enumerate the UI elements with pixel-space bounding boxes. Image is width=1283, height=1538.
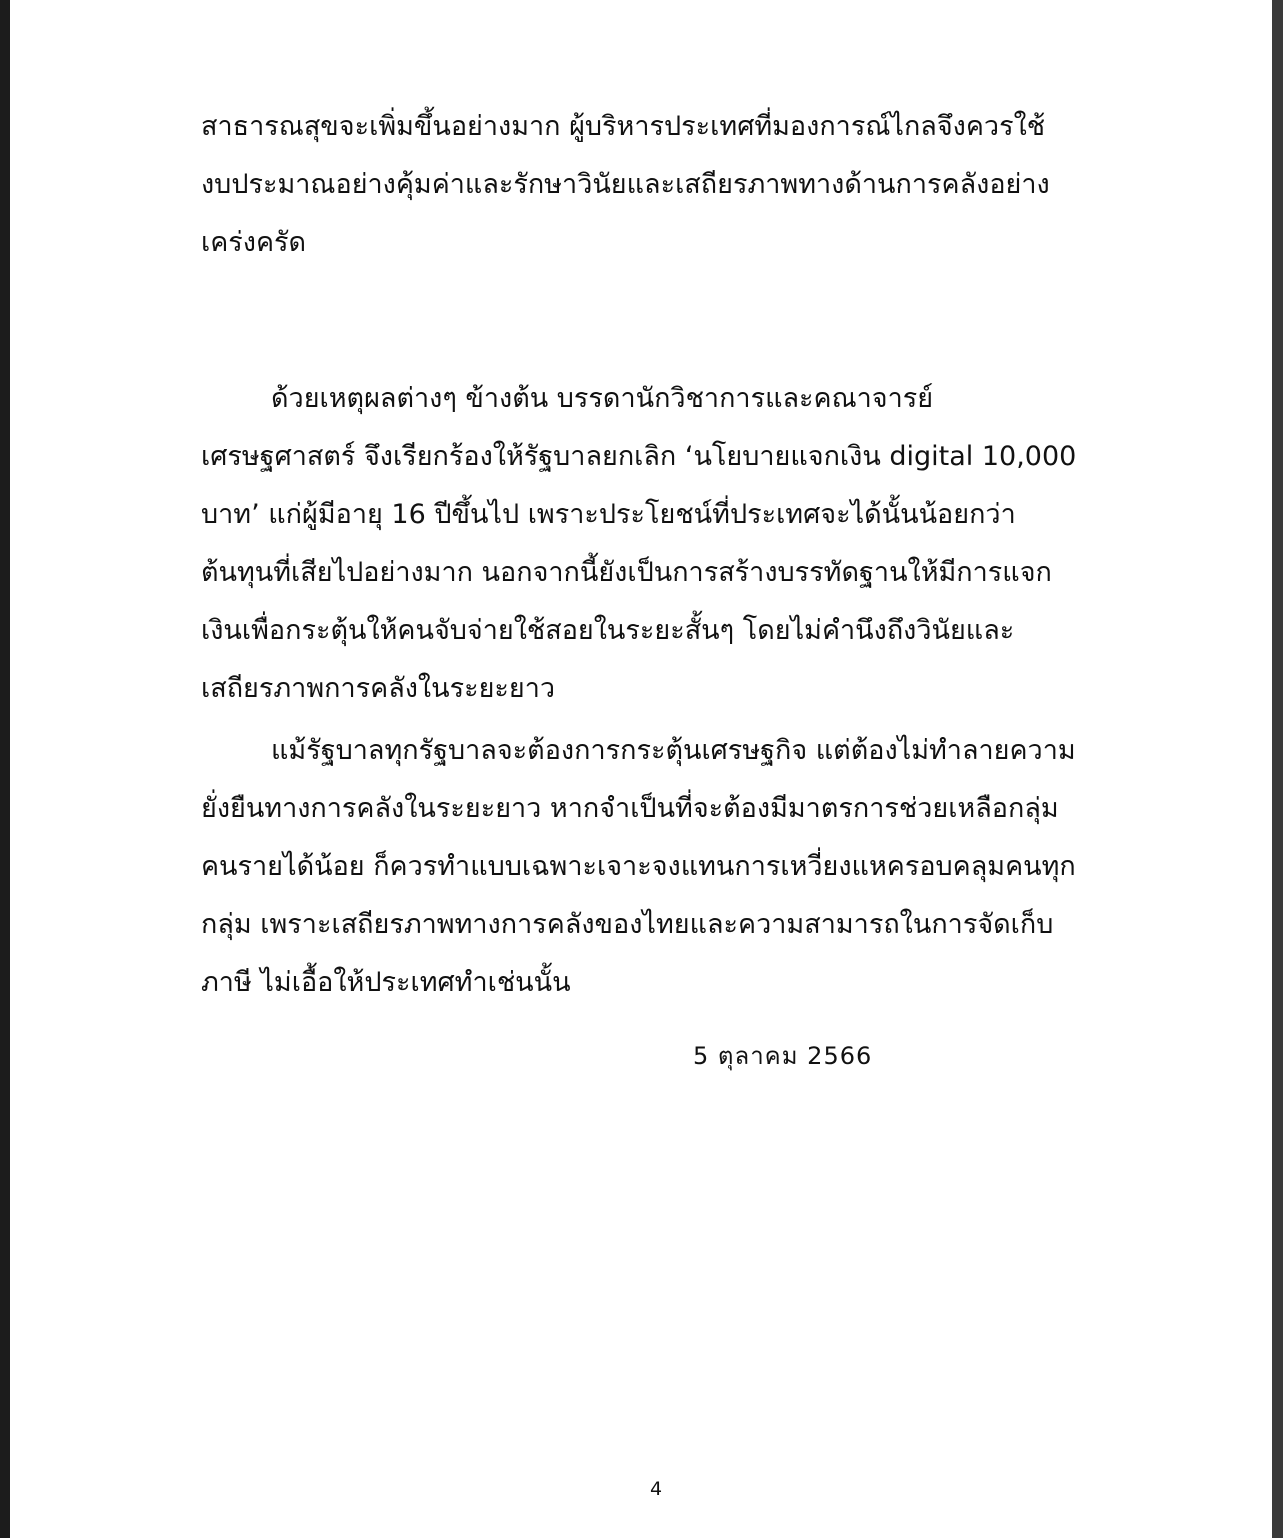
paragraph-line: คนรายได้น้อย ก็ควรทำแบบเฉพาะเจาะจงแทนการเหวี่ยงแหครอบคลุมคนทุก: [201, 851, 1076, 882]
paragraph-line: ต้นทุนที่เสียไปอย่างมาก นอกจากนี้ยังเป็นการสร้างบรรทัดฐานให้มีการแจก: [201, 557, 1052, 588]
paragraph-line: เศรษฐศาสตร์ จึงเรียกร้องให้รัฐบาลยกเลิก ‘นโยบายแจกเงิน digital 10,000: [201, 441, 1077, 472]
viewer-edge: [1272, 0, 1283, 1538]
paragraph-line: ภาษี ไม่เอื้อให้ประเทศทำเช่นนั้น: [201, 967, 571, 998]
paragraph-line: สาธารณสุขจะเพิ่มขึ้นอย่างมาก ผู้บริหารประเทศที่มองการณ์ไกลจึงควรใช้: [201, 111, 1046, 142]
paragraph-1: [201, 98, 1111, 272]
paragraph-spacer: [201, 272, 1111, 370]
document-body: [201, 98, 1111, 1012]
paragraph-line: ยั่งยืนทางการคลังในระยะยาว หากจำเป็นที่จะต้องมีมาตรการช่วยเหลือกลุ่ม: [201, 793, 1059, 824]
paragraph-line: บาท’ แก่ผู้มีอายุ 16 ปีขึ้นไป เพราะประโยชน์ที่ประเทศจะได้นั้นน้อยกว่า: [201, 499, 1016, 530]
paragraph-line: แม้รัฐบาลทุกรัฐบาลจะต้องการกระตุ้นเศรษฐกิจ แต่ต้องไม่ทำลายความ: [271, 735, 1076, 766]
paragraph-line: ด้วยเหตุผลต่างๆ ข้างต้น บรรดานักวิชาการและคณาจารย์: [271, 383, 934, 414]
document-date: 5 ตุลาคม 2566: [693, 1042, 873, 1070]
page-number: 4: [649, 1478, 663, 1500]
paragraph-line: เสถียรภาพการคลังในระยะยาว: [201, 673, 556, 704]
paragraph-line: เงินเพื่อกระตุ้นให้คนจับจ่ายใช้สอยในระยะสั้นๆ โดยไม่คำนึงถึงวินัยและ: [201, 615, 1015, 646]
paragraph-3: [201, 722, 1111, 1012]
paragraph-2: [201, 370, 1111, 718]
paragraph-line: งบประมาณอย่างคุ้มค่าและรักษาวินัยและเสถียรภาพทางด้านการคลังอย่าง: [201, 169, 1050, 200]
paragraph-line: เคร่งครัด: [201, 227, 307, 258]
paragraph-line: กลุ่ม เพราะเสถียรภาพทางการคลังของไทยและความสามารถในการจัดเก็บ: [201, 909, 1054, 940]
